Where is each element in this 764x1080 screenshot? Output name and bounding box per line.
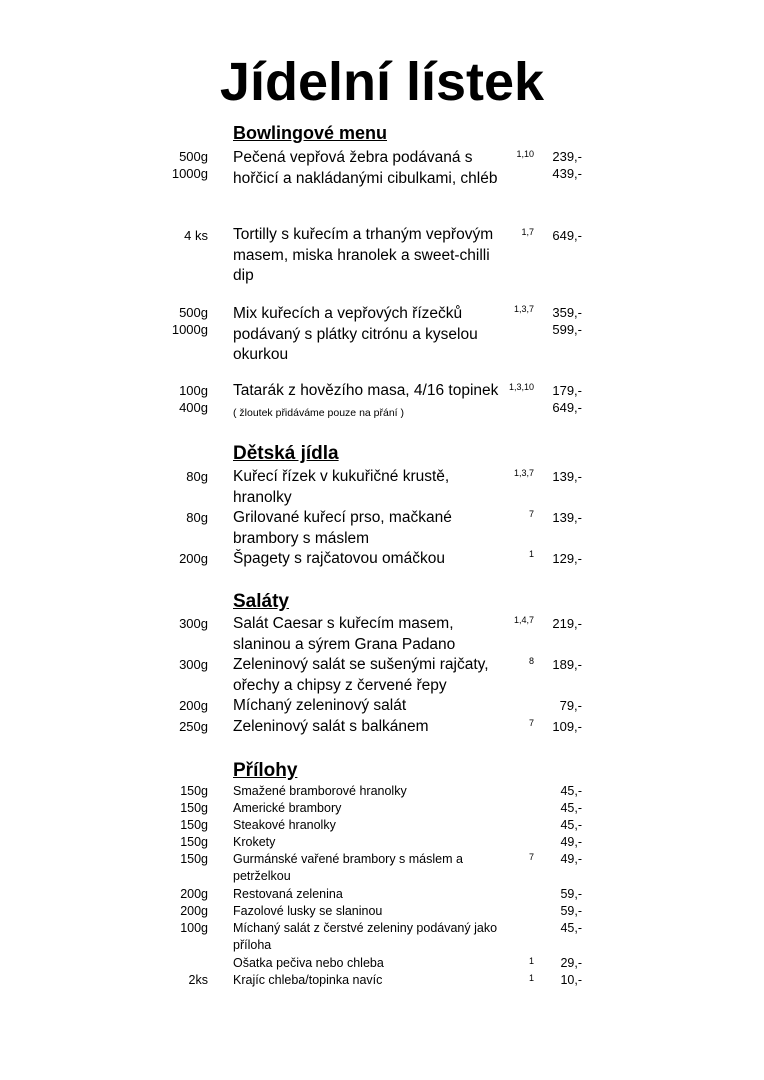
item-weight: 1000g	[171, 166, 208, 181]
item-name: Restovaná zelenina	[233, 887, 343, 901]
section-heading-bowling: Bowlingové menu	[233, 123, 388, 143]
item-allergens: 1	[528, 973, 534, 983]
item-weight: 200g	[180, 887, 208, 901]
item-price: 129,-	[552, 551, 582, 566]
item-name: Špagety s rajčatovou omáčkou	[233, 550, 445, 567]
item-name: Mix kuřecích a vepřových řízečků podávaný s plátky citrónu a kyselou okurkou	[233, 305, 478, 363]
item-weight: 200g	[179, 551, 208, 566]
item-weight: 400g	[179, 400, 208, 415]
item-name	[233, 381, 503, 423]
item-weight: 2ks	[188, 973, 208, 987]
item-weight: 80g	[186, 469, 208, 484]
item-price: 139,-	[552, 469, 582, 484]
item-price: 49,-	[560, 852, 582, 866]
item-allergens: 1,10	[516, 149, 534, 159]
item-price: 439,-	[552, 166, 582, 181]
item-name: Gurmánské vařené brambory s máslem a petrželkou	[233, 852, 463, 883]
item-allergens: 1,3,10	[508, 382, 534, 392]
item-price: 49,-	[560, 835, 582, 849]
item-price: 29,-	[560, 956, 582, 970]
item-weight: 150g	[180, 801, 208, 815]
item-allergens: 1,4,7	[513, 615, 534, 625]
item-weight: 150g	[180, 818, 208, 832]
item-weight: 250g	[179, 719, 208, 734]
item-name: Krokety	[233, 835, 276, 849]
item-weight: 150g	[180, 784, 208, 798]
item-name: Zeleninový salát se sušenými rajčaty, ořechy a chipsy z červené řepy	[233, 656, 489, 694]
item-weight: 150g	[180, 835, 208, 849]
item-name: Salát Caesar s kuřecím masem, slaninou a sýrem Grana Padano	[233, 615, 456, 653]
section-heading-kids: Dětská jídla	[233, 443, 339, 464]
item-weight: 100g	[179, 383, 208, 398]
item-allergens: 1,3,7	[513, 468, 534, 478]
item-price: 59,-	[560, 904, 582, 918]
item-price: 59,-	[560, 887, 582, 901]
item-price: 359,-	[552, 305, 582, 320]
item-name: Pečená vepřová žebra podávaná s hořčicí a nakládanými cibulkami, chléb	[233, 149, 498, 187]
item-price: 79,-	[559, 698, 582, 713]
item-allergens: 1,3,7	[513, 304, 534, 314]
item-price: 109,-	[552, 719, 582, 734]
item-weight: 4 ks	[184, 228, 208, 243]
item-allergens: 7	[528, 852, 534, 862]
item-weight: 100g	[180, 921, 208, 935]
item-allergens: 7	[528, 509, 534, 519]
item-weight: 200g	[180, 904, 208, 918]
item-name: Míchaný salát z čerstvé zeleniny podávaný jako příloha	[233, 921, 498, 952]
item-weight: 150g	[180, 852, 208, 866]
item-name: Smažené bramborové hranolky	[233, 784, 407, 798]
item-weight: 1000g	[171, 322, 208, 337]
item-weight: 500g	[179, 305, 208, 320]
item-name: Americké brambory	[233, 801, 342, 815]
item-note: ( žloutek přidáváme pouze na přání )	[233, 406, 405, 419]
item-name: Kuřecí řízek v kukuřičné krustě, hranolky	[233, 468, 450, 506]
item-weight: 300g	[179, 657, 208, 672]
item-name: Krajíc chleba/topinka navíc	[233, 973, 383, 987]
item-price: 219,-	[552, 616, 582, 631]
item-name: Míchaný zeleninový salát	[233, 697, 407, 714]
item-price: 10,-	[560, 973, 582, 987]
item-price: 45,-	[560, 784, 582, 798]
item-allergens: 8	[528, 656, 534, 666]
item-name: Steakové hranolky	[233, 818, 336, 832]
item-weight: 500g	[179, 149, 208, 164]
item-name: Zeleninový salát s balkánem	[233, 718, 429, 735]
section-heading-salads: Saláty	[233, 591, 289, 612]
item-price: 649,-	[552, 228, 582, 243]
item-name-text: Tatarák z hovězího masa, 4/16 topinek	[233, 382, 499, 399]
item-price: 45,-	[560, 801, 582, 815]
item-name: Ošatka pečiva nebo chleba	[233, 956, 384, 970]
item-weight: 300g	[179, 616, 208, 631]
item-price: 45,-	[560, 818, 582, 832]
item-price: 45,-	[560, 921, 582, 935]
item-allergens: 7	[528, 718, 534, 728]
item-allergens: 1	[528, 549, 534, 559]
item-price: 139,-	[552, 510, 582, 525]
item-price: 599,-	[552, 322, 582, 337]
item-name: Fazolové lusky se slaninou	[233, 904, 383, 918]
item-name: Tortilly s kuřecím a trhaným vepřovým masem, miska hranolek a sweet-chilli dip	[233, 226, 494, 284]
item-price: 239,-	[552, 149, 582, 164]
item-name: Grilované kuřecí prso, mačkané brambory s máslem	[233, 509, 452, 547]
item-weight: 80g	[186, 510, 208, 525]
item-allergens: 1	[528, 956, 534, 966]
item-price: 649,-	[552, 400, 582, 415]
item-price: 189,-	[552, 657, 582, 672]
item-weight: 200g	[179, 698, 208, 713]
item-price: 179,-	[552, 383, 582, 398]
item-allergens: 1,7	[521, 227, 534, 237]
section-heading-sides: Přílohy	[233, 760, 298, 781]
page-title: Jídelní lístek	[219, 52, 545, 112]
